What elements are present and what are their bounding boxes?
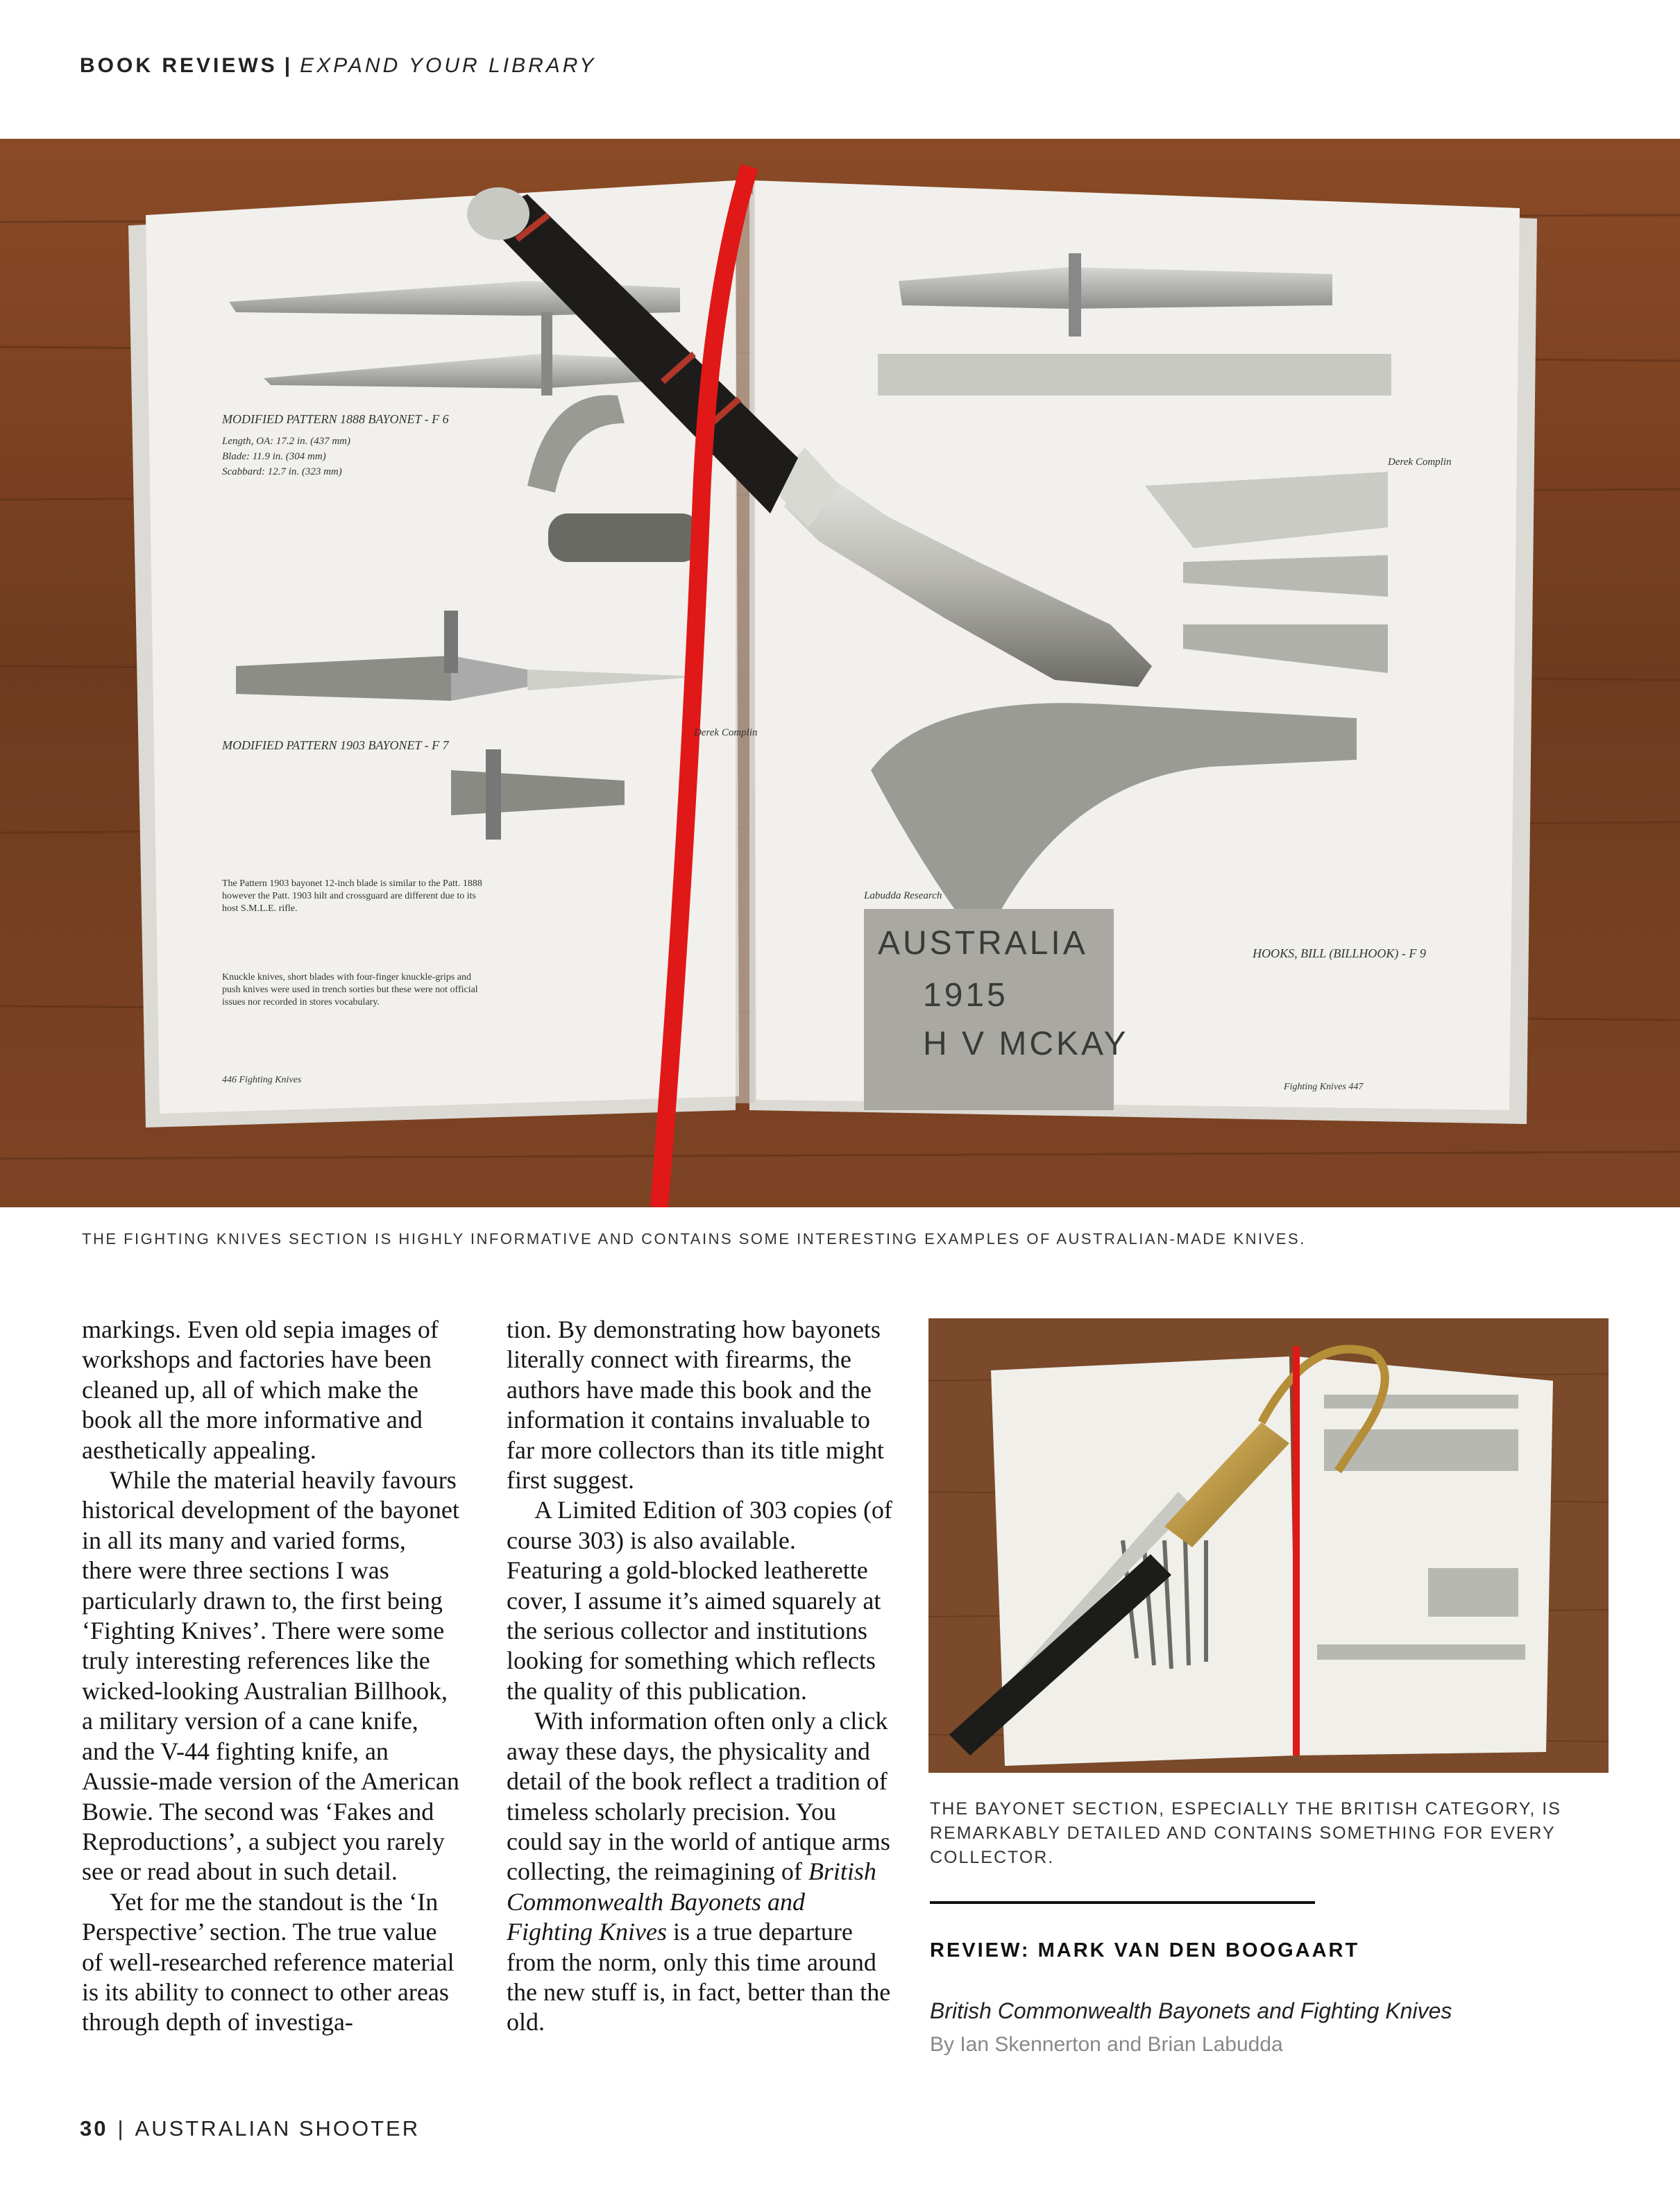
side-photo-caption: THE BAYONET SECTION, ESPECIALLY THE BRITISH CATEGORY, IS REMARKABLY DETAILED AND CONTAINS SOMETHING FOR EVERY COLLECTOR. [930, 1799, 1561, 1867]
left-spec-1: Length, OA: 17.2 in. (437 mm) [222, 436, 350, 447]
reviewed-book-title: British Commonwealth Bayonets and Fighting Knives [930, 1998, 1452, 2023]
right-credit-2: Labudda Research [864, 890, 942, 901]
bayonet-section-photo [928, 1318, 1609, 1773]
stamp-line-3: H V MCKAY [923, 1026, 1129, 1062]
left-heading-2: MODIFIED PATTERN 1903 BAYONET - F 7 [222, 738, 449, 752]
left-folio: 446 Fighting Knives [222, 1075, 302, 1085]
left-spec-3: Scabbard: 12.7 in. (323 mm) [222, 466, 342, 477]
col2-paragraph-2: A Limited Edition of 303 copies (of course 303) is also available. Featuring a gold-blocked leatherette cover, I assume it’s aimed squarely at the serious collector and institutions looking for something which reflects the quality of this publication. [507, 1496, 892, 1705]
side-right-page [1296, 1356, 1553, 1755]
left-body-2: Knuckle knives, short blades with four-finger knuckle-grips and push knives were used in trench sorties but these were not official issues nor recorded in stores vocabulary. [222, 972, 478, 1007]
col2-paragraph-1: tion. By demonstrating how bayonets literally connect with firearms, the authors have made this book and the information it contains invaluable to far more collectors than its title might first suggest. [507, 1316, 884, 1495]
col2-paragraph-3-start: With information often only a click away these days, the physicality and detail of the book reflect a tradition of timeless scholarly precision. You could say in the world of antique arms collecting, the reimagining of [507, 1707, 890, 1886]
subsection-label: EXPAND YOUR LIBRARY [300, 54, 597, 77]
open-book-photo [0, 139, 1680, 1207]
running-header [80, 54, 596, 78]
magazine-name: AUSTRALIAN SHOOTER [135, 2116, 421, 2141]
body-column-1 [82, 1315, 460, 2038]
col1-paragraph-3: Yet for me the standout is the ‘In Perspective’ section. The true value of well-researched reference material is its ability to connect to other areas through depth of investiga- [82, 1887, 455, 2036]
reviewed-book-authors: By Ian Skennerton and Brian Labudda [930, 2033, 1283, 2056]
left-spec-2: Blade: 11.9 in. (304 mm) [222, 451, 326, 462]
col1-paragraph-2: While the material heavily favours historical development of the bayonet in all its many and varied forms, there were three sections I was particularly drawn to, the first being ‘Fighting Knives’. There were some truly interesting references like the wicked-looking Australian Billhook, a military version of a cane knife, and the V-44 fighting knife, an Aussie-made version of the American Bowie. The second was ‘Fakes and Reproductions’, a subject you rarely see or read about in such detail. [82, 1466, 459, 1886]
header-separator: | [284, 54, 294, 77]
page-number: 30 [80, 2116, 108, 2141]
review-divider [930, 1901, 1315, 1904]
footer-separator: | [117, 2116, 126, 2141]
left-credit: Derek Complin [694, 727, 758, 738]
section-label: BOOK REVIEWS [80, 54, 278, 77]
right-folio: Fighting Knives 447 [1284, 1082, 1364, 1092]
col2-paragraph-3 [507, 1706, 895, 2037]
right-heading-1: HOOKS, BILL (BILLHOOK) - F 9 [1253, 946, 1426, 960]
stamp-line-1: AUSTRALIA [878, 925, 1088, 962]
page-footer [80, 2116, 420, 2141]
right-credit-1: Derek Complin [1388, 457, 1452, 468]
stamp-line-2: 1915 [923, 977, 1008, 1014]
col2-book-title: British Commonwealth Bayonets and Fighting Knives [507, 1857, 876, 1946]
main-photo-caption: THE FIGHTING KNIVES SECTION IS HIGHLY INFORMATIVE AND CONTAINS SOME INTERESTING EXAMPLES OF AUSTRALIAN-MADE KNIVES. [82, 1230, 1306, 1248]
left-heading-1: MODIFIED PATTERN 1888 BAYONET - F 6 [222, 412, 449, 426]
col1-paragraph-1: markings. Even old sepia images of workshops and factories have been cleaned up, all of which make the book all the more informative and aesthetically appealing. [82, 1316, 439, 1464]
col2-paragraph-3-end: is a true departure from the norm, only this time around the new stuff is, in fact, better than the old. [507, 1918, 891, 2036]
body-column-2 [507, 1315, 895, 2038]
reviewer-credit: REVIEW: MARK VAN DEN BOOGAART [930, 1939, 1360, 1962]
left-body-1: The Pattern 1903 bayonet 12-inch blade is similar to the Patt. 1888 however the Patt. 1903 hilt and crossguard are different due to its host S.M.L.E. rifle. [222, 878, 482, 914]
